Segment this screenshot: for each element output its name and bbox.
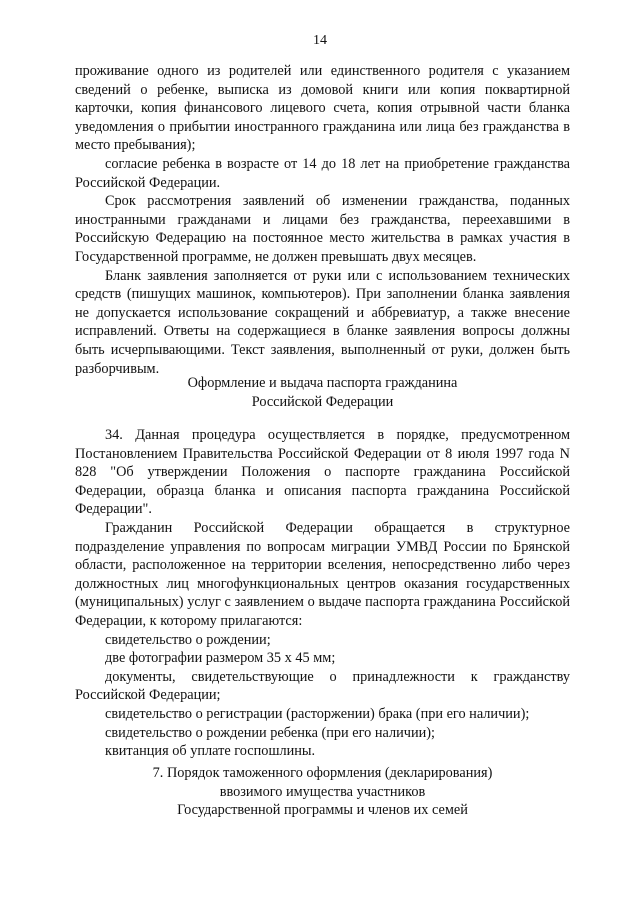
paragraph: Гражданин Российской Федерации обращается в структурное подразделение управления по вопросам миграции УМВД России по Брянской области, расположенное на территории вселения, непосредственно либо через должностных лиц многофункциональных центров оказания государственных (муниципальных) услуг с заявлением о выдаче паспорта гражданина Российской Федерации, к которому прилагаются: (75, 519, 570, 629)
section-heading-customs (75, 764, 570, 820)
list-item: свидетельство о рождении ребенка (при его наличии); (105, 724, 435, 741)
heading-line: Российской Федерации (251, 393, 394, 410)
list-item: документы, свидетельствующие о принадлежности к гражданству Российской Федерации; (75, 668, 570, 704)
list-item: две фотографии размером 35 х 45 мм; (105, 650, 336, 667)
paragraph: согласие ребенка в возрасте от 14 до 18 лет на приобретение гражданства Российской Федерации. (75, 155, 570, 191)
list-item: свидетельство о регистрации (расторжении) брака (при его наличии); (105, 705, 530, 722)
list-item: квитанция об уплате госпошлины. (105, 743, 316, 760)
text-block-citizenship-documents (75, 62, 570, 378)
heading-line: 7. Порядок таможенного оформления (декларирования) (152, 765, 493, 781)
list-item: свидетельство о рождении; (105, 631, 271, 648)
paragraph: проживание одного из родителей или единственного родителя с указанием сведений о ребенке, выписка из домовой книги или копия поквартирной карточки, копия финансового лицевого счета, копия отрывной части бланка уведомления о прибытии иностранного гражданина или лица без гражданства в место пребывания); (75, 63, 570, 154)
text-block-passport-procedure (75, 426, 570, 761)
heading-line: ввозимого имущества участников (219, 783, 426, 800)
paragraph: 34. Данная процедура осуществляется в порядке, предусмотренном Постановлением Правительства Российской Федерации от 8 июля 1997 года N 828 "Об утверждении Положения о паспорте гражданина Российской Федерации, образца бланка и описания паспорта гражданина Российской Федерации". (75, 427, 570, 518)
page-number: 14 (313, 33, 327, 48)
paragraph: Срок рассмотрения заявлений об изменении гражданства, поданных иностранными гражданами и лицами без гражданства, переехавшими в Российскую Федерацию на постоянное место жительства в рамках участия в Государственной программе, не должен превышать двух месяцев. (75, 193, 570, 265)
heading-line: Оформление и выдача паспорта гражданина (187, 375, 458, 391)
paragraph: Бланк заявления заполняется от руки или с использованием технических средств (пишущих машинок, компьютеров). При заполнении бланка заявления не допускается использование сокращений и аббревиатур, а также внесение исправлений. Ответы на содержащиеся в бланке заявления вопросы должны быть исчерпывающими. Текст заявления, выполненный от руки, должен быть разборчивым. (75, 267, 570, 377)
heading-line: Государственной программы и членов их семей (177, 802, 468, 819)
section-heading-passport (75, 374, 570, 411)
